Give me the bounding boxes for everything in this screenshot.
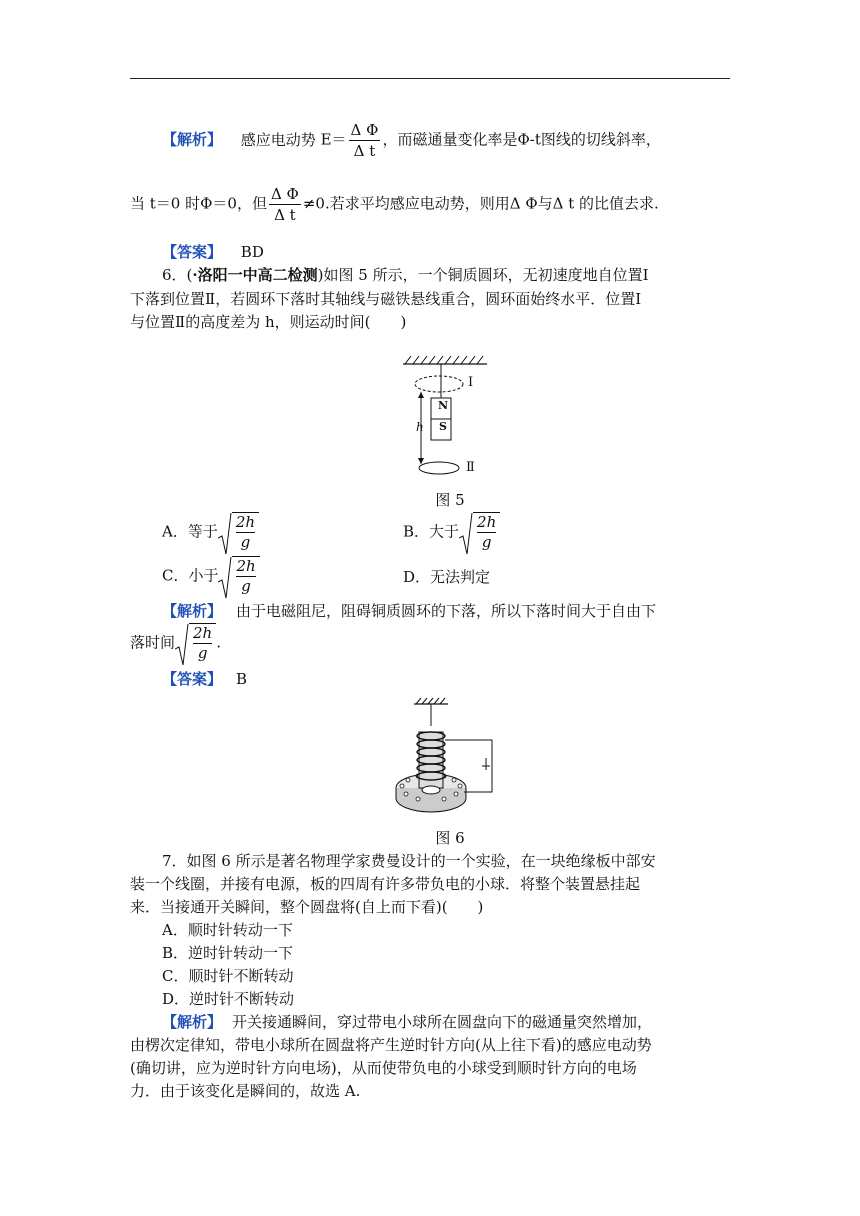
q6-analysis-line-2: 落时间 $\frac{2h}{g}$ .: [130, 623, 221, 664]
answer-line-1: 【答案】 BD: [162, 243, 264, 261]
q7-option-B: B．逆时针转动一下: [162, 944, 294, 962]
figure-5-caption: 图 5: [435, 491, 465, 509]
sqrt-2h-over-g: $\frac{2h}{g}$: [175, 623, 216, 664]
figure-6-caption: 图 6: [435, 829, 465, 847]
q6-option-D: D．无法判定: [403, 568, 491, 586]
figure-5-magnet-diagram: [395, 352, 505, 482]
answer-label: 【答案】: [162, 243, 223, 261]
analysis-line-1: 【解析】 感应电动势 E＝ $\frac{\text{Δ Φ}}{\text{Δ t}}$ ，而磁通量变化率是Φ-t图线的切线斜率，: [162, 121, 661, 160]
q7-option-A: A．顺时针转动一下: [162, 921, 293, 939]
sqrt-2h-over-g: $\frac{2h}{g}$: [218, 512, 259, 553]
analysis-label: 【解析】: [162, 130, 223, 149]
q6-option-B: B．大于 $\frac{2h}{g}$: [403, 512, 500, 553]
q7-option-D: D．逆时针不断转动: [162, 990, 295, 1008]
q6-line-2: 下落到位置Ⅱ，若圆环下落时其轴线与磁铁悬线重合，圆环面始终水平．位置Ⅰ: [130, 290, 642, 308]
q7-line-2: 装一个线圈，并接有电源，板的四周有许多带负电的小球．将整个装置悬挂起: [130, 875, 641, 893]
q6-line-3: 与位置Ⅱ的高度差为 h，则运动时间( ): [130, 313, 407, 331]
magnet-S-label: S: [439, 420, 447, 433]
q7-analysis-line-2: 由楞次定律知，带电小球所在圆盘将产生逆时针方向(从上往下看)的感应电动势: [130, 1036, 652, 1054]
fraction-dphi-dt: $\frac{\text{Δ Φ}}{\text{Δ t}}$: [350, 121, 379, 160]
q6-answer-line: 【答案】 B: [162, 670, 248, 688]
q7-option-C: C．顺时针不断转动: [162, 967, 294, 985]
q7-analysis-line-4: 力．由于该变化是瞬间的，故选 A.: [130, 1082, 361, 1100]
height-h-label: h: [416, 420, 424, 434]
sqrt-2h-over-g: $\frac{2h}{g}$: [459, 512, 500, 553]
header-rule: [130, 78, 730, 79]
sqrt-2h-over-g: $\frac{2h}{g}$: [218, 556, 259, 597]
q7-analysis-line-1: 【解析】 开关接通瞬间，穿过带电小球所在圆盘向下的磁通量突然增加，: [162, 1013, 653, 1031]
q7-line-3: 来．当接通开关瞬间，整个圆盘将(自上而下看)( ): [130, 898, 484, 916]
analysis-line-2: 当 t＝0 时Φ＝0，但 $\frac{\text{Δ Φ}}{\text{Δ t}}$ ≠0.若求平均感应电动势，则用Δ Φ与Δ t 的比值去求.: [130, 185, 659, 224]
q6-analysis-line-1: 【解析】 由于电磁阻尼，阻碍铜质圆环的下落，所以下落时间大于自由下: [162, 602, 657, 620]
q7-analysis-line-3: (确切讲，应为逆时针方向电场)，从而使带负电的小球受到顺时针方向的电场: [130, 1059, 637, 1077]
q6-line-1: 6．(·洛阳一中高二检测)如图 5 所示，一个铜质圆环，无初速度地自位置Ⅰ: [162, 266, 649, 284]
q6-option-C: C．小于 $\frac{2h}{g}$: [162, 556, 260, 597]
q6-option-A: A．等于 $\frac{2h}{g}$: [162, 512, 259, 553]
position-2-label: Ⅱ: [466, 460, 475, 475]
figure-6-feynman-disk-diagram: [392, 696, 502, 820]
fraction-dphi-dt-2: $\frac{\text{Δ Φ}}{\text{Δ t}}$: [270, 185, 299, 224]
position-1-label: Ⅰ: [468, 375, 474, 390]
q7-line-1: 7．如图 6 所示是著名物理学家费曼设计的一个实验，在一块绝缘板中部安: [162, 852, 656, 870]
magnet-N-label: N: [437, 399, 449, 412]
